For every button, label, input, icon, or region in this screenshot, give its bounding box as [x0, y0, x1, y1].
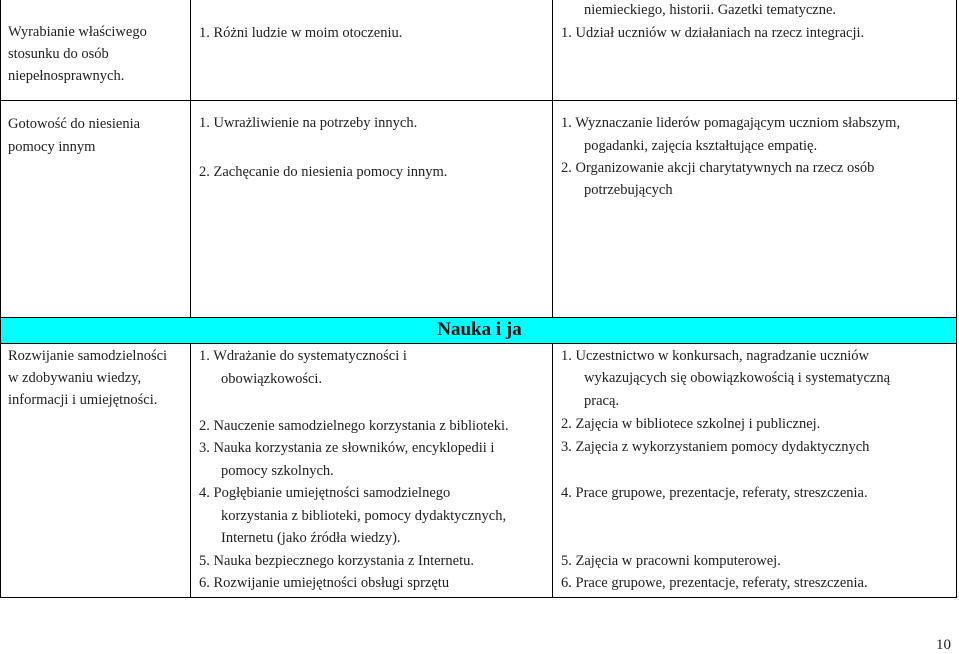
table-divider-col2 [552, 0, 553, 317]
table-divider-col1 [190, 0, 191, 317]
activity-line: potrzebujących [584, 182, 673, 198]
activity-line: 1. Uczestnictwo w konkursach, nagradzanie uczniów [561, 348, 870, 364]
content-line: obowiązkowości. [221, 371, 323, 387]
content-line: 5. Nauka bezpiecznego korzystania z Internetu. [199, 553, 474, 569]
content-line: 2. Nauczenie samodzielnego korzystania z biblioteki. [199, 418, 509, 434]
content-line: 1. Różni ludzie w moim otoczeniu. [199, 25, 403, 41]
category-line: informacji i umiejętności. [8, 392, 158, 408]
activity-line: wykazujących się obowiązkowością i systematyczną [584, 370, 891, 386]
table-border-right [956, 0, 957, 598]
table-divider-col2-lower [552, 343, 553, 598]
table-row-separator-1 [0, 100, 957, 101]
content-line: 6. Rozwijanie umiejętności obsługi sprzętu [199, 575, 450, 591]
table-border-bottom [0, 597, 957, 598]
activity-line: niemieckiego, historii. Gazetki tematyczne. [584, 2, 837, 18]
table-border-left [0, 0, 1, 598]
content-line: Internetu (jako źródła wiedzy). [221, 530, 401, 546]
category-line: niepełnosprawnych. [8, 68, 125, 84]
activity-line: 6. Prace grupowe, prezentacje, referaty, streszczenia. [561, 575, 868, 591]
activity-line: 4. Prace grupowe, prezentacje, referaty, streszczenia. [561, 485, 868, 501]
activity-line: pogadanki, zajęcia kształtujące empatię. [584, 138, 818, 154]
content-line: 4. Pogłębianie umiejętności samodzielnego [199, 485, 451, 501]
category-line: Gotowość do niesienia [8, 116, 141, 132]
activity-line: 3. Zajęcia z wykorzystaniem pomocy dydaktycznych [561, 439, 870, 455]
content-line: 3. Nauka korzystania ze słowników, encyklopedii i [199, 440, 495, 456]
activity-line: 5. Zajęcia w pracowni komputerowej. [561, 553, 781, 569]
category-line: w zdobywaniu wiedzy, [8, 370, 142, 386]
table-row-separator-3 [0, 343, 957, 344]
category-line: Wyrabianie właściwego [8, 24, 147, 40]
content-line: 1. Uwrażliwienie na potrzeby innych. [199, 115, 418, 131]
table-divider-col1-lower [190, 343, 191, 598]
content-line: pomocy szkolnych. [221, 463, 334, 479]
content-line: 2. Zachęcanie do niesienia pomocy innym. [199, 164, 448, 180]
category-line: stosunku do osób [8, 46, 109, 62]
content-line: korzystania z biblioteki, pomocy dydaktycznych, [221, 508, 507, 524]
activity-line: 2. Zajęcia w bibliotece szkolnej i publicznej. [561, 416, 821, 432]
activity-line: 2. Organizowanie akcji charytatywnych na rzecz osób [561, 160, 875, 176]
activity-line: pracą. [584, 393, 620, 409]
category-line: Rozwijanie samodzielności [8, 348, 168, 364]
table-row-separator-2 [0, 317, 957, 318]
page-number: 10 [936, 637, 951, 653]
activity-line: 1. Udział uczniów w działaniach na rzecz integracji. [561, 25, 865, 41]
category-line: pomocy innym [8, 139, 96, 155]
section-title: Nauka i ja [437, 319, 522, 340]
content-line: 1. Wdrażanie do systematyczności i [199, 348, 407, 364]
activity-line: 1. Wyznaczanie liderów pomagającym uczniom słabszym, [561, 115, 901, 131]
